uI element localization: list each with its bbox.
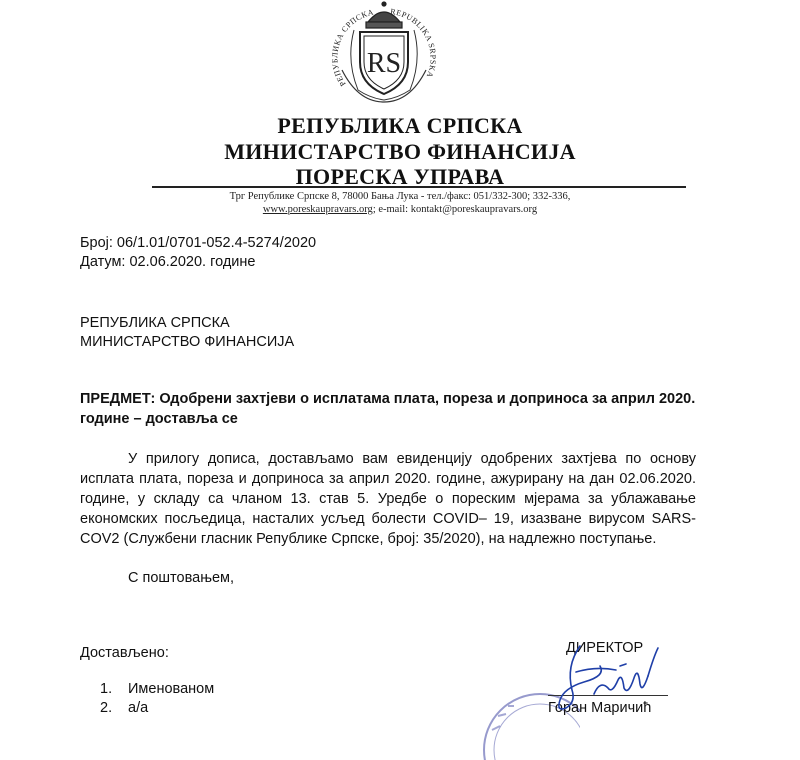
email-label: ; e-mail: [372,204,411,215]
letterhead-contacts [0,204,800,215]
emblem-left-text: РЕПУБЛИКА СРПСКА [330,7,375,88]
list-item-text: а/а [128,700,149,716]
emblem-monogram: RS [366,48,402,79]
website-link[interactable]: www.poreskaupravars.org [262,204,373,215]
closing-salutation: С поштовањем, [128,570,235,586]
letterhead-title-ministry: МИНИСТАРСТВО ФИНАНСИЈА [224,139,576,164]
list-item-number: 2. [100,700,113,716]
email-link[interactable]: kontakt@poreskaupravars.org [410,204,538,215]
reference-number: Број: 06/1.01/0701-052.4-5274/2020 [80,235,317,251]
letter-subject: ПРЕДМЕТ: Одобрени захтјеви о исплатама плата, пореза и доприноса за април 2020. године – доставља се [80,391,696,427]
letterhead-title-republic: РЕПУБЛИКА СРПСКА [277,113,523,138]
letterhead-address: Трг Републике Српске 8, 78000 Бања Лука - тел./факс: 051/332-300; 332-336, [229,191,571,202]
coat-of-arms-logo [328,0,440,104]
recipient-line-1: РЕПУБЛИКА СРПСКА [80,315,230,331]
list-item-text: Именованом [128,681,215,697]
list-item [100,699,214,718]
letter-body-paragraph: У прилогу дописа, достављамо вам евиденцију одобрених захтјева по основу исплата плата, пореза и доприноса за април 2020. године, ажурирану на дан 02.06.2020. године, у складу са чланом 13. став 5. Уредбе о пореским мјерама за ублажавање економских посљедица, насталих усљед болести COVID– 19, изазване вирусом SARS-COV2 (Службени гласник Републике Српске, број: 35/2020), на надлежно поступање. [80,451,696,547]
letterhead-divider [152,186,686,188]
emblem-right-text: REPUBLIKA SRPSKA [389,6,438,80]
letterhead-title-tax-administration: ПОРЕСКА УПРАВА [295,164,505,189]
delivery-list [100,680,214,718]
list-item [100,680,214,699]
delivered-label: Достављено: [80,645,169,661]
recipient-line-2: МИНИСТАРСТВО ФИНАНСИЈА [80,334,295,350]
reference-date: Датум: 02.06.2020. године [80,254,256,270]
handwritten-signature [536,636,676,716]
list-item-number: 1. [100,681,113,697]
director-name: Горан Маричић [548,700,652,716]
director-title: ДИРЕКТОР [566,640,644,656]
